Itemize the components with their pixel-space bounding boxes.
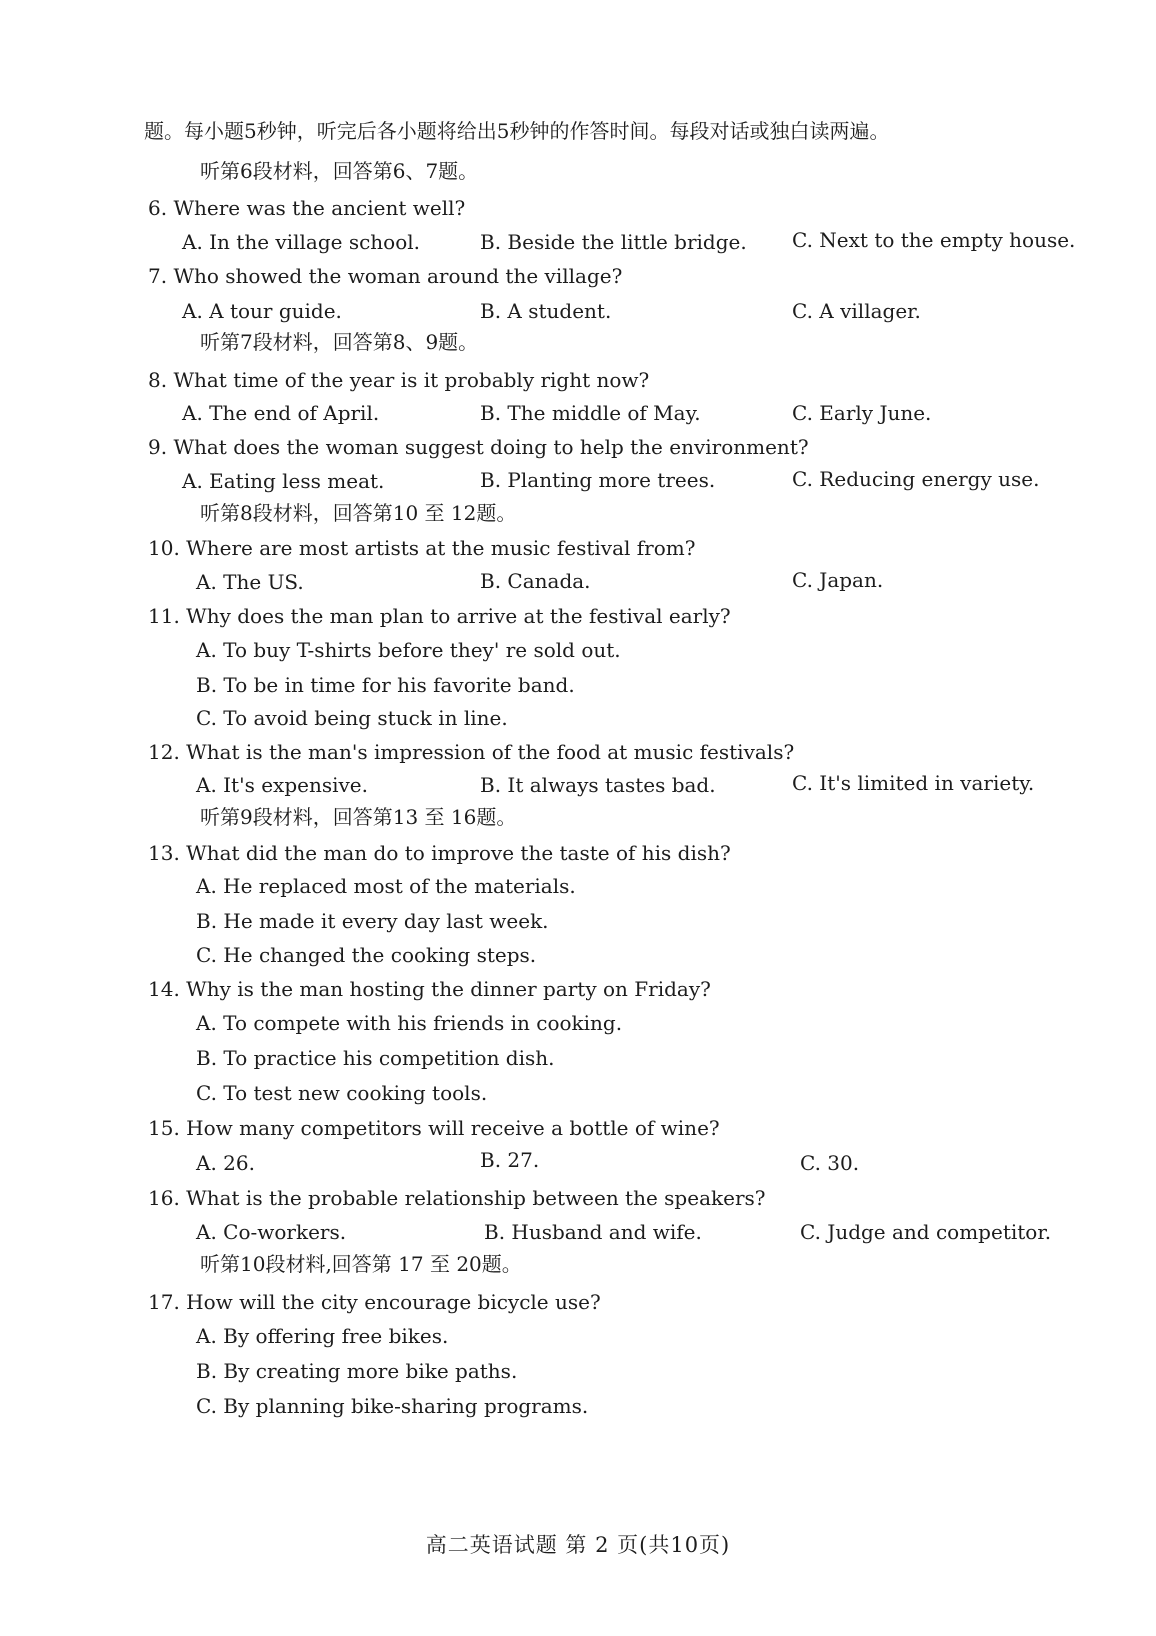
question-7-stem: 7. Who showed the woman around the village? bbox=[148, 264, 623, 288]
question-12-option-a: A. It's expensive. bbox=[196, 773, 369, 797]
question-14-option-a: A. To compete with his friends in cooking. bbox=[196, 1011, 623, 1035]
question-14-stem: 14. Why is the man hosting the dinner party on Friday? bbox=[148, 977, 711, 1001]
question-14-option-c: C. To test new cooking tools. bbox=[196, 1081, 488, 1105]
question-11-option-c: C. To avoid being stuck in line. bbox=[196, 706, 508, 730]
section-heading-10: 听第10段材料,回答第 17 至 20题。 bbox=[200, 1252, 522, 1276]
question-17-stem: 17. How will the city encourage bicycle use? bbox=[148, 1290, 601, 1314]
section-heading-7: 听第7段材料，回答第8、9题。 bbox=[200, 330, 479, 354]
question-15-option-a: A. 26. bbox=[196, 1151, 255, 1175]
question-7-option-b: B. A student. bbox=[480, 299, 612, 323]
question-9-option-b: B. Planting more trees. bbox=[480, 468, 716, 492]
section-heading-9: 听第9段材料，回答第13 至 16题。 bbox=[200, 805, 517, 829]
question-10-option-c: C. Japan. bbox=[792, 568, 884, 592]
question-8-option-a: A. The end of April. bbox=[182, 401, 380, 425]
question-15-stem: 15. How many competitors will receive a bottle of wine? bbox=[148, 1116, 720, 1140]
question-15-option-c: C. 30. bbox=[800, 1151, 860, 1175]
question-16-option-c: C. Judge and competitor. bbox=[800, 1220, 1052, 1244]
question-12-option-b: B. It always tastes bad. bbox=[480, 773, 716, 797]
question-17-option-c: C. By planning bike-sharing programs. bbox=[196, 1394, 589, 1418]
question-17-option-b: B. By creating more bike paths. bbox=[196, 1359, 518, 1383]
question-10-option-b: B. Canada. bbox=[480, 569, 591, 593]
question-8-stem: 8. What time of the year is it probably right now? bbox=[148, 368, 650, 392]
question-9-stem: 9. What does the woman suggest doing to help the environment? bbox=[148, 435, 809, 459]
question-8-option-b: B. The middle of May. bbox=[480, 401, 701, 425]
question-11-option-a: A. To buy T-shirts before they' re sold out. bbox=[196, 638, 621, 662]
question-17-option-a: A. By offering free bikes. bbox=[196, 1324, 449, 1348]
question-10-option-a: A. The US. bbox=[196, 570, 304, 594]
page-footer: 高二英语试题 第 2 页(共10页) bbox=[425, 1533, 731, 1557]
question-16-option-b: B. Husband and wife. bbox=[484, 1220, 702, 1244]
question-6-option-a: A. In the village school. bbox=[182, 230, 420, 254]
question-13-option-a: A. He replaced most of the materials. bbox=[196, 874, 576, 898]
question-16-option-a: A. Co-workers. bbox=[196, 1220, 347, 1244]
question-7-option-a: A. A tour guide. bbox=[182, 299, 342, 323]
question-8-option-c: C. Early June. bbox=[792, 401, 932, 425]
question-12-stem: 12. What is the man's impression of the food at music festivals? bbox=[148, 740, 795, 764]
question-15-option-b: B. 27. bbox=[480, 1148, 540, 1172]
question-14-option-b: B. To practice his competition dish. bbox=[196, 1046, 555, 1070]
question-13-option-c: C. He changed the cooking steps. bbox=[196, 943, 537, 967]
question-10-stem: 10. Where are most artists at the music festival from? bbox=[148, 536, 696, 560]
section-heading-6: 听第6段材料，回答第6、7题。 bbox=[200, 159, 479, 183]
question-9-option-c: C. Reducing energy use. bbox=[792, 467, 1040, 491]
question-6-stem: 6. Where was the ancient well? bbox=[148, 196, 466, 220]
question-11-stem: 11. Why does the man plan to arrive at the festival early? bbox=[148, 604, 731, 628]
question-6-option-b: B. Beside the little bridge. bbox=[480, 230, 747, 254]
question-13-option-b: B. He made it every day last week. bbox=[196, 909, 549, 933]
question-7-option-c: C. A villager. bbox=[792, 299, 921, 323]
question-11-option-b: B. To be in time for his favorite band. bbox=[196, 673, 575, 697]
question-13-stem: 13. What did the man do to improve the taste of his dish? bbox=[148, 841, 731, 865]
question-6-option-c: C. Next to the empty house. bbox=[792, 228, 1076, 252]
question-12-option-c: C. It's limited in variety. bbox=[792, 771, 1035, 795]
question-16-stem: 16. What is the probable relationship between the speakers? bbox=[148, 1186, 766, 1210]
intro-line: 题。每小题5秒钟，听完后各小题将给出5秒钟的作答时间。每段对话或独白读两遍。 bbox=[144, 119, 890, 143]
section-heading-8: 听第8段材料，回答第10 至 12题。 bbox=[200, 501, 517, 525]
question-9-option-a: A. Eating less meat. bbox=[182, 469, 385, 493]
